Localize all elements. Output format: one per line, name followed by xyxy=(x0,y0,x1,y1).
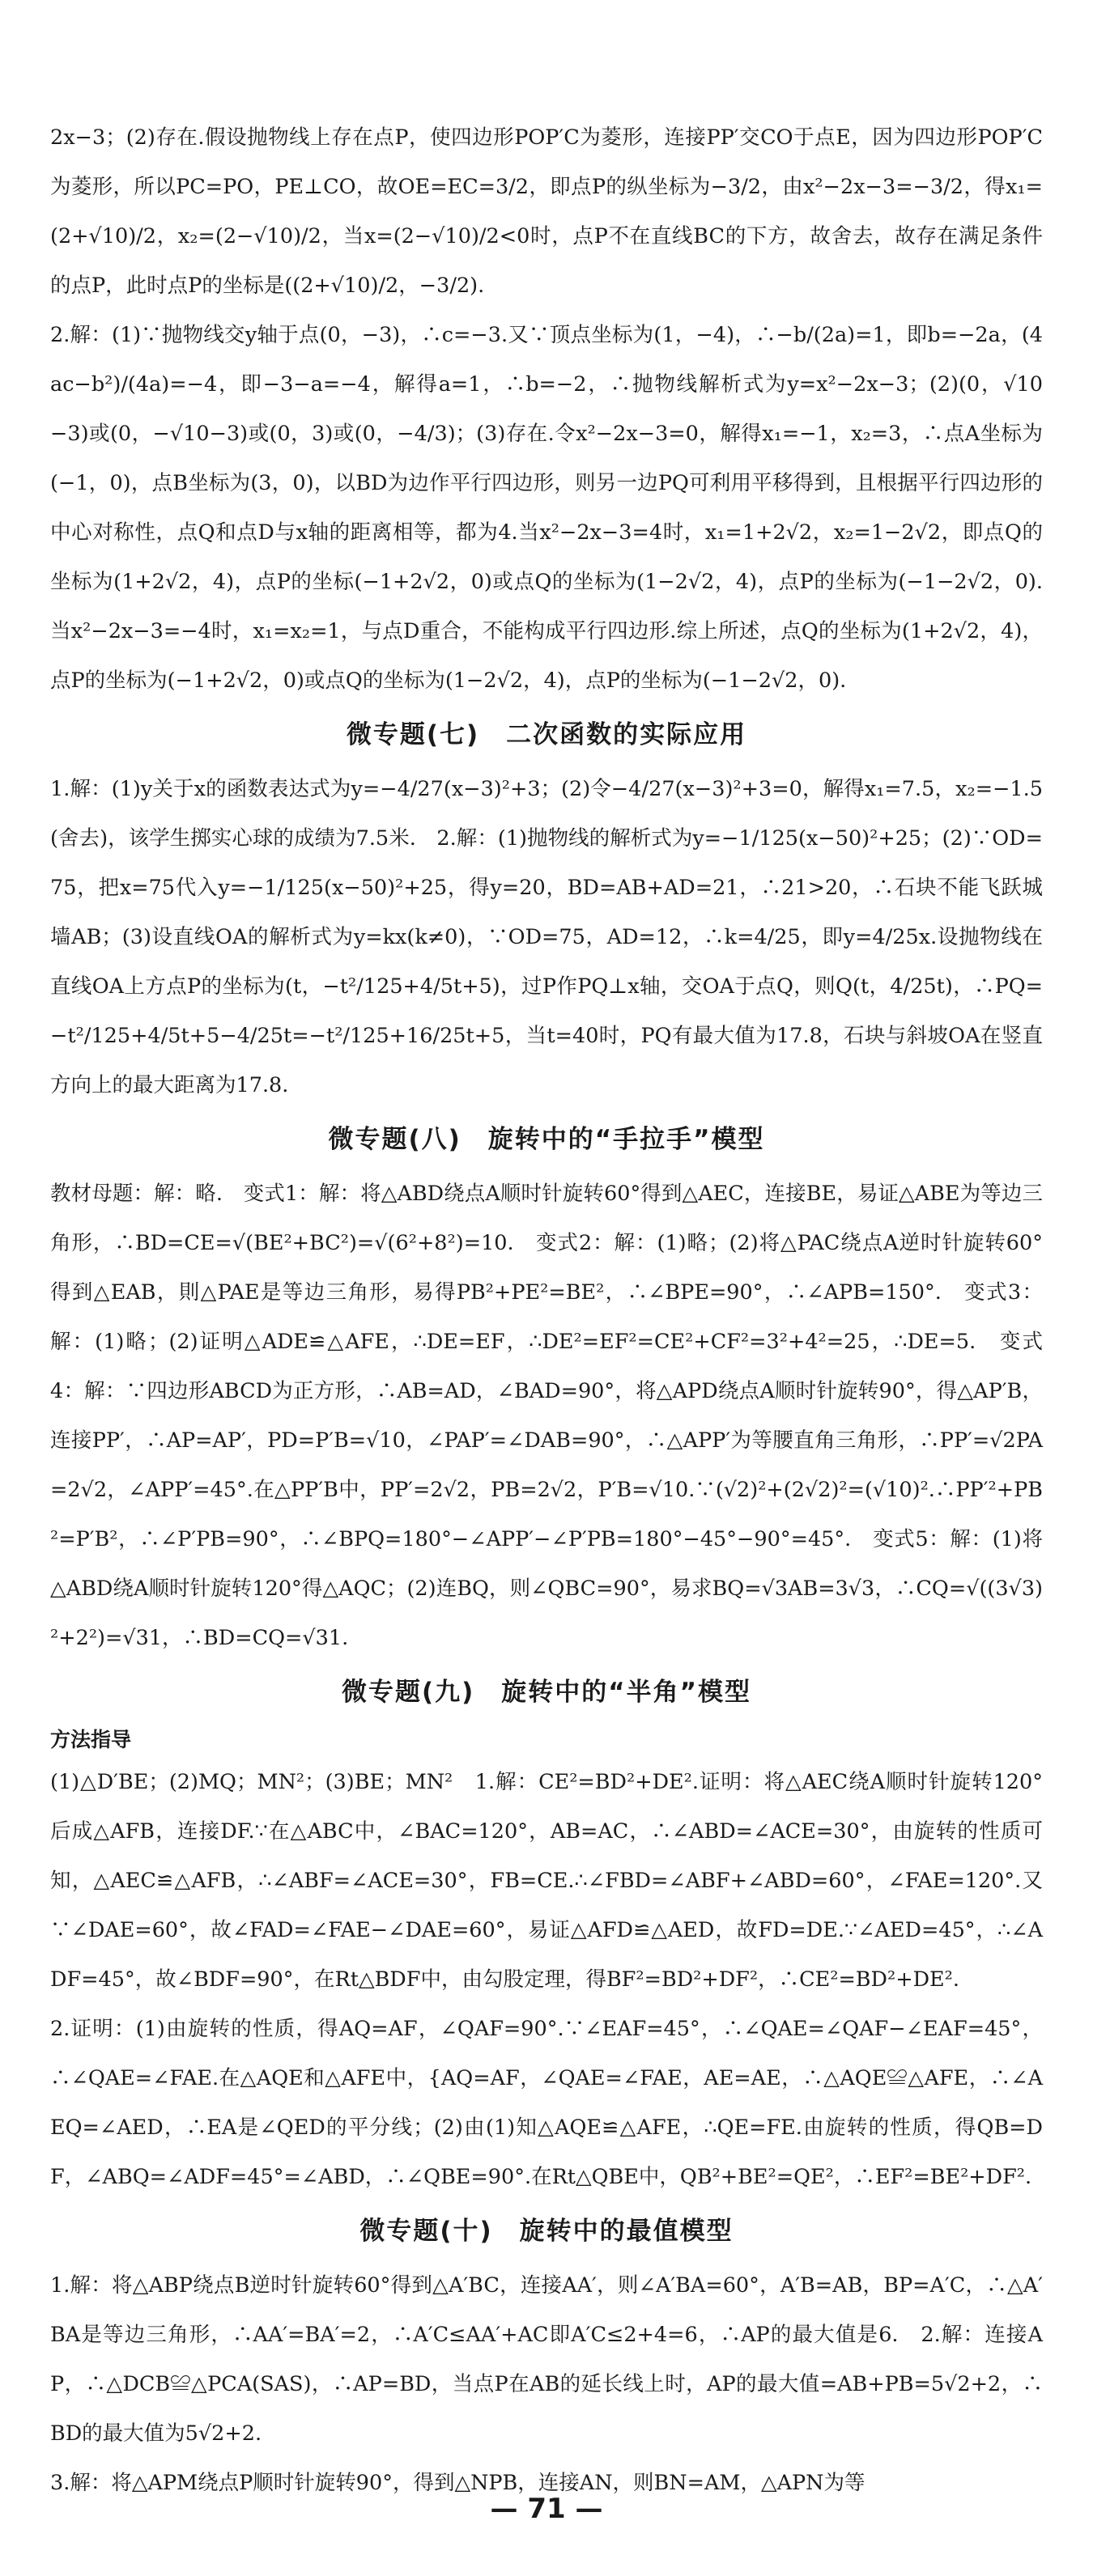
page-number: — 71 — xyxy=(490,2493,603,2525)
solution-paragraph: 1.解：(1)y关于x的函数表达式为y=−4/27(x−3)²+3；(2)令−4/27(x−3)²+3=0，解得x₁=7.5，x₂=−1.5(舍去)，该学生掷实心球的成绩为7.5米. 2.解：(1)抛物线的解析式为y=−1/125(x−50)²+25；(2)∵OD=75，把x=75代入y=−1/125(x−50)²+25，得y=20，BD=AB+AD=21，∴21>20，∴石块不能飞跃城墙AB；(3)设直线OA的解析式为y=kx(k≠0)，∵OD=75，AD=12，∴k=4/25，即y=4/25x.设抛物线在直线OA上方点P的坐标为(t，−t²/125+4/5t+5)，过P作PQ⊥x轴，交OA于点Q，则Q(t，4/25t)，∴PQ=−t²/125+4/5t+5−4/25t=−t²/125+16/25t+5，当t=40时，PQ有最大值为17.8，石块与斜坡OA在竖直方向上的最大距离为17.8. xyxy=(50,777,1043,1097)
solution-paragraph: 1.解：将△ABP绕点B逆时针旋转60°得到△A′BC，连接AA′，则∠A′BA=60°，A′B=AB，BP=A′C，∴△A′BA是等边三角形，∴AA′=BA′=2，∴A′C≤AA′+AC即A′C≤2+4=6，∴AP的最大值是6. 2.解：连接AP，∴△DCB≌△PCA(SAS)，∴AP=BD，当点P在AB的延长线上时，AP的最大值=AB+PB=5√2+2，∴BD的最大值为5√2+2. xyxy=(50,2273,1043,2446)
solution-paragraph: 2.证明：(1)由旋转的性质，得AQ=AF，∠QAF=90°.∵∠EAF=45°，∴∠QAE=∠QAF−∠EAF=45°，∴∠QAE=∠FAE.在△AQE和△AFE中，{AQ=AF，∠QAE=∠FAE，AE=AE，∴△AQE≌△AFE，∴∠AEQ=∠AED，∴EA是∠QED的平分线；(2)由(1)知△AQE≌△AFE，∴QE=FE.由旋转的性质，得QB=DF，∠ABQ=∠ADF=45°=∠ABD，∴∠QBE=90°.在Rt△QBE中，QB²+BE²=QE²，∴EF²=BE²+DF². xyxy=(50,2017,1043,2189)
section-title: 微专题(十) 旋转中的最值模型 xyxy=(359,2217,734,2246)
solution-paragraph: 教材母题：解：略. 变式1：解：将△ABD绕点A顺时针旋转60°得到△AEC，连接BE，易证△ABE为等边三角形，∴BD=CE=√(BE²+BC²)=√(6²+8²)=10. 变式2：解：(1)略；(2)将△PAC绕点A逆时针旋转60°得到△EAB，則△PAE是等边三角形，易得PB²+PE²=BE²，∴∠BPE=90°，∴∠APB=150°. 变式3：解：(1)略；(2)证明△ADE≌△AFE，∴DE=EF，∴DE²=EF²=CE²+CF²=3²+4²=25，∴DE=5. 变式4：解：∵四边形ABCD为正方形，∴AB=AD，∠BAD=90°，将△APD绕点A顺时针旋转90°，得△AP′B，连接PP′，∴AP=AP′，PD=P′B=√10，∠PAP′=∠DAB=90°，∴△APP′为等腰直角三角形，∴PP′=√2PA=2√2，∠APP′=45°.在△PP′B中，PP′=2√2，PB=2√2，P′B=√10.∵(√2)²+(2√2)²=(√10)².∴PP′²+PB²=P′B²，∴∠P′PB=90°，∴∠BPQ=180°−∠APP′−∠P′PB=180°−45°−90°=45°. 变式5：解：(1)将△ABD绕A顺时针旋转120°得△AQC；(2)连BQ，则∠QBC=90°，易求BQ=√3AB=3√3，∴CQ=√((3√3)²+2²)=√31，∴BD=CQ=√31. xyxy=(50,1182,1043,1650)
sub-heading: 方法指导 xyxy=(50,1728,132,1751)
solution-paragraph: 2x−3；(2)存在.假设抛物线上存在点P，使四边形POP′C为菱形，连接PP′交CO于点E，因为四边形POP′C为菱形，所以PC=PO，PE⊥CO，故OE=EC=3/2，即点P的纵坐标为−3/2，由x²−2x−3=−3/2，得x₁=(2+√10)/2，x₂=(2−√10)/2，当x=(2−√10)/2<0时，点P不在直线BC的下方，故舍去，故存在满足条件的点P，此时点P的坐标是((2+√10)/2，−3/2). xyxy=(50,125,1043,298)
solution-paragraph: 3.解：将△APM绕点P顺时针旋转90°，得到△NPB，连接AN，则BN=AM，△APN为等 xyxy=(50,2471,865,2495)
solution-paragraph: (1)△D′BE；(2)MQ；MN²；(3)BE；MN² 1.解：CE²=BD²+DE².证明：将△AEC绕A顺时针旋转120°后成△AFB，连接DF.∵在△ABC中，∠BAC=120°，AB=AC，∴∠ABD=∠ACE=30°，由旋转的性质可知，△AEC≌△AFB，∴∠ABF=∠ACE=30°，FB=CE.∴∠FBD=∠ABF+∠ABD=60°，∠FAE=120°.又∵∠DAE=60°，故∠FAD=∠FAE−∠DAE=60°，易证△AFD≌△AED，故FD=DE.∵∠AED=45°，∴∠ADF=45°，故∠BDF=90°，在Rt△BDF中，由勾股定理，得BF²=BD²+DF²，∴CE²=BD²+DE². xyxy=(50,1770,1043,1992)
section-title: 微专题(八) 旋转中的“手拉手”模型 xyxy=(328,1125,765,1154)
section-title: 微专题(九) 旋转中的“半角”模型 xyxy=(341,1678,752,1707)
document-body xyxy=(50,113,1043,2508)
solution-paragraph: 2.解：(1)∵抛物线交y轴于点(0，−3)，∴c=−3.又∵顶点坐标为(1，−4)，∴−b/(2a)=1，即b=−2a，(4ac−b²)/(4a)=−4，即−3−a=−4，解得a=1，∴b=−2，∴抛物线解析式为y=x²−2x−3；(2)(0，√10−3)或(0，−√10−3)或(0，3)或(0，−4/3)；(3)存在.令x²−2x−3=0，解得x₁=−1，x₂=3，∴点A坐标为(−1，0)，点B坐标为(3，0)，以BD为边作平行四边形，则另一边PQ可利用平移得到，且根据平行四边形的中心对称性，点Q和点D与x轴的距离相等，都为4.当x²−2x−3=4时，x₁=1+2√2，x₂=1−2√2，即点Q的坐标为(1+2√2，4)，点P的坐标(−1+2√2，0)或点Q的坐标为(1−2√2，4)，点P的坐标为(−1−2√2，0).当x²−2x−3=−4时，x₁=x₂=1，与点D重合，不能构成平行四边形.综上所述，点Q的坐标为(1+2√2，4)，点P的坐标为(−1+2√2，0)或点Q的坐标为(1−2√2，4)，点P的坐标为(−1−2√2，0). xyxy=(50,323,1043,693)
section-title: 微专题(七) 二次函数的实际应用 xyxy=(346,720,747,749)
